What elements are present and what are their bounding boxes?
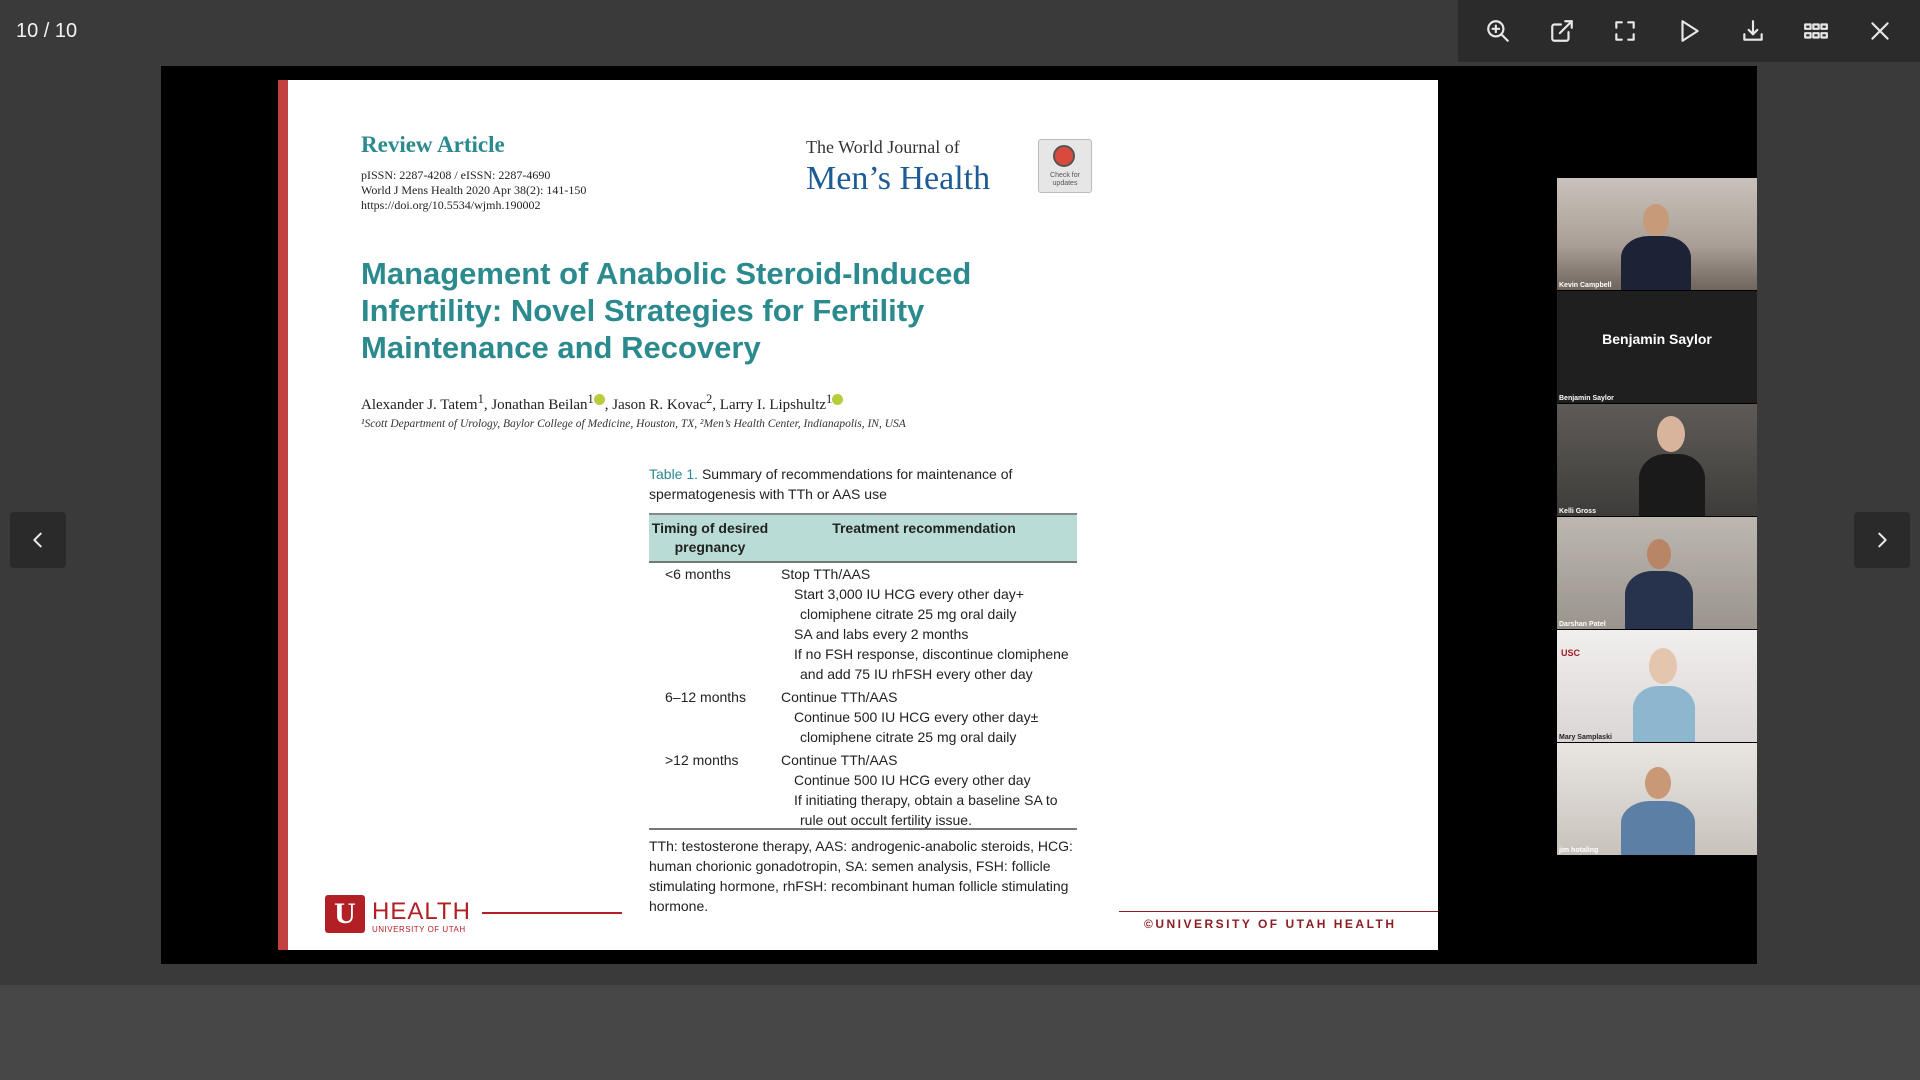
participant-name: Benjamin Saylor bbox=[1559, 395, 1614, 402]
viewer-toolbar bbox=[1458, 0, 1920, 62]
participant-name: Kevin Campbell bbox=[1559, 282, 1612, 289]
participant-tile[interactable] bbox=[1557, 404, 1757, 516]
affiliation-line: ¹Scott Department of Urology, Baylor College of Medicine, Houston, TX, ²Men’s Health Center, Indianapolis, IN, USA bbox=[361, 418, 906, 430]
header-treatment: Treatment recommendation bbox=[832, 520, 1016, 536]
affiliation-mark: 1 bbox=[826, 392, 833, 406]
shared-slide bbox=[278, 80, 1438, 950]
rec-line: If no FSH response, discontinue clomiphene and add 75 IU rhFSH every other day bbox=[794, 646, 1069, 682]
participant-tile[interactable] bbox=[1557, 743, 1757, 855]
journal-subtitle: The World Journal of bbox=[806, 137, 960, 157]
author-name: , Jason R. Kovac bbox=[604, 397, 707, 413]
table-header bbox=[649, 513, 1077, 563]
open-external-button[interactable] bbox=[1542, 11, 1582, 51]
footer-divider bbox=[482, 912, 622, 914]
chevron-left-icon bbox=[27, 529, 49, 551]
row-timing: >12 months bbox=[665, 752, 739, 768]
participant-tile[interactable] bbox=[1557, 517, 1757, 629]
orcid-icon bbox=[594, 394, 605, 405]
review-label: Review Article bbox=[361, 132, 505, 157]
rec-line: Continue TTh/AAS bbox=[781, 689, 898, 705]
issn-line: pISSN: 2287-4208 / eISSN: 2287-4690 bbox=[361, 168, 551, 182]
usc-badge: USC bbox=[1561, 648, 1581, 658]
download-icon bbox=[1740, 18, 1766, 44]
participant-display-name: Benjamin Saylor bbox=[1602, 331, 1712, 347]
next-button[interactable] bbox=[1854, 512, 1910, 568]
slideshow-button[interactable] bbox=[1669, 11, 1709, 51]
table-bottom-rule bbox=[649, 828, 1077, 830]
participant-tile[interactable] bbox=[1557, 291, 1757, 403]
fullscreen-button[interactable] bbox=[1605, 11, 1645, 51]
logo-subtext: UNIVERSITY OF UTAH bbox=[372, 925, 466, 934]
check-badge-text: Check for updates bbox=[1050, 172, 1080, 187]
author-list bbox=[361, 392, 843, 414]
participant-name: Mary Samplaski bbox=[1559, 734, 1612, 741]
participant-tile[interactable] bbox=[1557, 178, 1757, 290]
participant-name: jim hotaling bbox=[1559, 847, 1599, 854]
participant-name: Kelli Gross bbox=[1559, 508, 1596, 515]
participant-name: Darshan Patel bbox=[1559, 621, 1606, 628]
header-timing: Timing of desired pregnancy bbox=[651, 520, 769, 555]
table-footnote: TTh: testosterone therapy, AAS: androgenic-anabolic steroids, HCG: human chorionic gonadotropin, SA: semen analysis, FSH: follicle stimulating hormone, rhFSH: recombinant human follicle stimulating hormone. bbox=[649, 838, 1073, 914]
bookmark-icon bbox=[1053, 145, 1075, 167]
rec-line: Continue 500 IU HCG every other day bbox=[794, 772, 1031, 788]
thumbnails-button[interactable] bbox=[1796, 11, 1836, 51]
author-name: , Larry I. Lipshultz bbox=[712, 397, 827, 413]
logo-text: HEALTH bbox=[372, 898, 471, 925]
journal-title: Men’s Health bbox=[806, 160, 991, 197]
check-for-updates-badge bbox=[1038, 139, 1092, 193]
close-button[interactable] bbox=[1860, 11, 1900, 51]
table-caption bbox=[649, 464, 1077, 504]
backdrop-footer bbox=[0, 985, 1920, 1080]
doi-line: https://doi.org/10.5534/wjmh.190002 bbox=[361, 198, 541, 212]
slide-accent-bar bbox=[278, 80, 288, 950]
affiliation-mark: 1 bbox=[587, 392, 594, 406]
affiliation-mark: 2 bbox=[706, 392, 713, 406]
affiliation-mark: 1 bbox=[477, 392, 484, 406]
rec-line: Continue TTh/AAS bbox=[781, 752, 898, 768]
citation-line: World J Mens Health 2020 Apr 38(2): 141-150 bbox=[361, 183, 587, 197]
chevron-right-icon bbox=[1871, 529, 1893, 551]
previous-button[interactable] bbox=[10, 512, 66, 568]
table-caption-label: Table 1. bbox=[649, 466, 699, 482]
paper-title: Management of Anabolic Steroid-Induced Infertility: Novel Strategies for Fertility Maintenance and Recovery bbox=[361, 256, 972, 365]
close-icon bbox=[1867, 18, 1893, 44]
row-recommendation bbox=[781, 687, 1077, 747]
table-caption-text: Summary of recommendations for maintenance of spermatogenesis with TTh or AAS use bbox=[649, 466, 1013, 502]
zoom-in-icon bbox=[1485, 18, 1511, 44]
row-timing: <6 months bbox=[665, 566, 731, 582]
copyright-text: ©UNIVERSITY OF UTAH HEALTH bbox=[1144, 917, 1397, 931]
row-timing: 6–12 months bbox=[665, 689, 746, 705]
participant-tile[interactable] bbox=[1557, 630, 1757, 742]
publication-meta bbox=[361, 168, 586, 213]
external-link-icon bbox=[1549, 18, 1575, 44]
rec-line: Continue 500 IU HCG every other day± clomiphene citrate 25 mg oral daily bbox=[794, 709, 1039, 745]
author-name: Alexander J. Tatem bbox=[361, 397, 478, 413]
author-name: , Jonathan Beilan bbox=[483, 397, 588, 413]
row-recommendation bbox=[781, 750, 1077, 830]
rec-line: Stop TTh/AAS bbox=[781, 566, 871, 582]
rec-line: If initiating therapy, obtain a baseline SA to rule out occult fertility issue. bbox=[794, 792, 1058, 828]
video-stage bbox=[161, 66, 1757, 964]
fullscreen-icon bbox=[1612, 18, 1638, 44]
row-recommendation bbox=[781, 564, 1077, 684]
play-icon bbox=[1676, 18, 1702, 44]
slide-counter: 10 / 10 bbox=[16, 20, 78, 42]
grid-icon bbox=[1803, 18, 1829, 44]
copyright-rule bbox=[1119, 911, 1438, 912]
download-button[interactable] bbox=[1733, 11, 1773, 51]
rec-line: SA and labs every 2 months bbox=[794, 626, 969, 642]
zoom-in-button[interactable] bbox=[1478, 11, 1518, 51]
rec-line: Start 3,000 IU HCG every other day+ clomiphene citrate 25 mg oral daily bbox=[794, 586, 1024, 622]
orcid-icon bbox=[832, 394, 843, 405]
utah-logo-mark: U bbox=[325, 895, 365, 933]
